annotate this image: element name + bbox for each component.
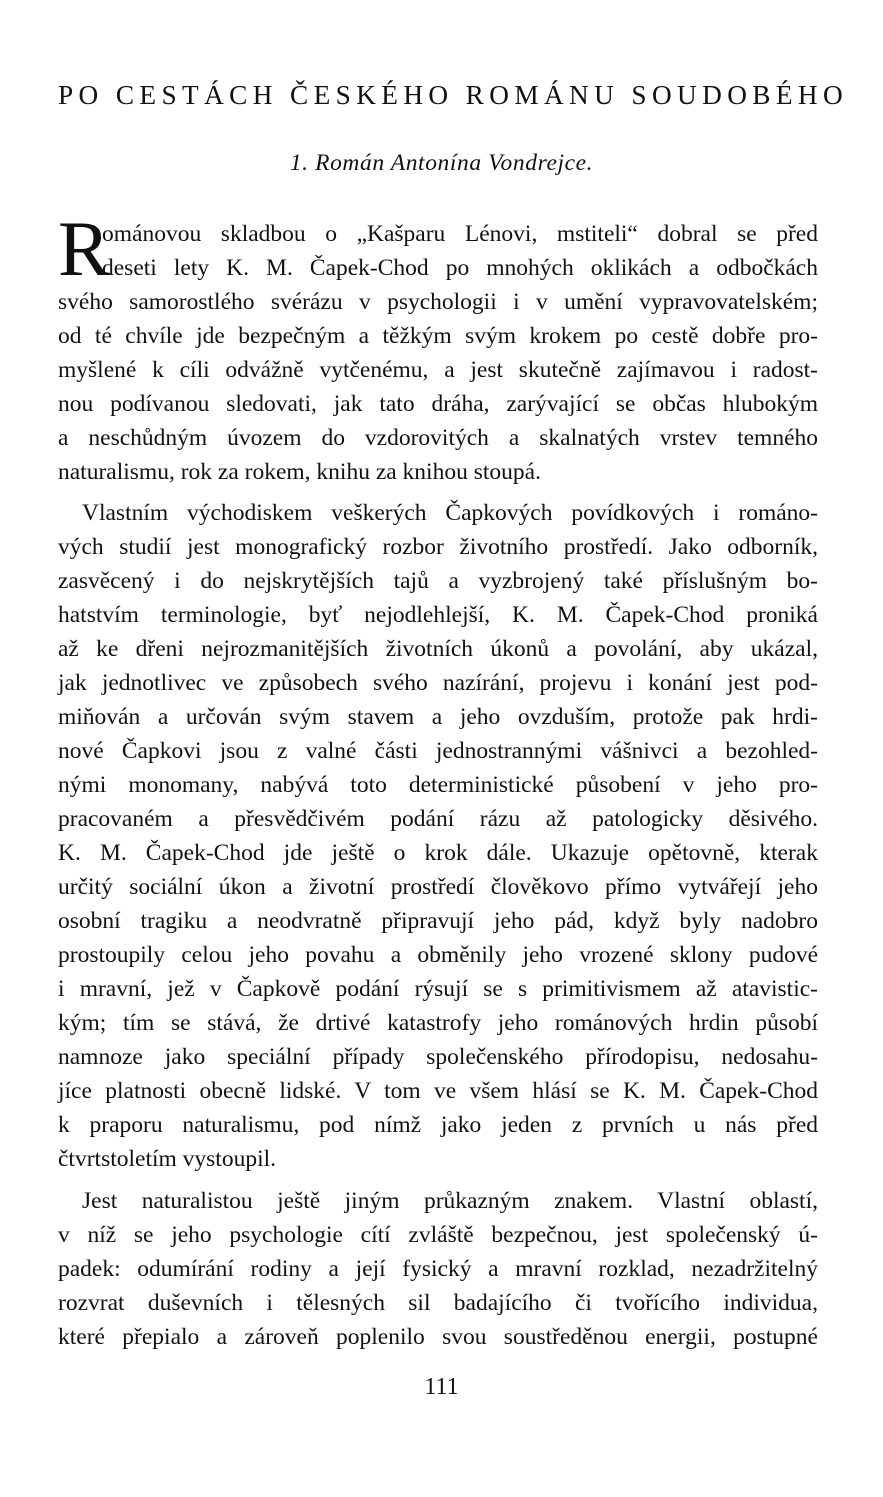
text-line: Jest naturalistou ještě jiným průkazným znakem. Vlastní oblastí,: [82, 1188, 818, 1214]
text-line: miňován a určován svým stavem a jeho ovzduším, protože pak hrdi-: [58, 704, 818, 730]
text-line: k praporu naturalismu, pod nímž jako jeden z prvních u nás před: [58, 1112, 818, 1138]
text-line: až ke dřeni nejrozmanitějších životních úkonů a povolání, aby ukázal,: [58, 636, 818, 662]
text-line: vých studií jest monografický rozbor životního prostředí. Jako odborník,: [58, 534, 818, 560]
text-line: jak jednotlivec ve způsobech svého nazírání, projevu i konání jest pod-: [58, 670, 818, 696]
text-line: jíce platnosti obecně lidské. V tom ve všem hlásí se K. M. Čapek-Chod: [58, 1078, 818, 1104]
text-line: nou podívanou sledovati, jak tato dráha, zarývající se občas hlubokým: [58, 391, 818, 417]
text-line: a neschůdným úvozem do vzdorovitých a skalnatých vrstev temného: [58, 425, 818, 451]
text-line: K. M. Čapek-Chod jde ještě o krok dále. Ukazuje opětovně, kterak: [58, 840, 818, 866]
text-line: od té chvíle jde bezpečným a těžkým svým krokem po cestě dobře pro-: [58, 323, 818, 349]
text-line: deseti lety K. M. Čapek-Chod po mnohých oklikách a odbočkách: [102, 255, 818, 281]
text-line: pracovaném a přesvědčivém podání rázu až patologicky děsivého.: [58, 806, 818, 832]
text-line: osobní tragiku a neodvratně připravují jeho pád, když byly nadobro: [58, 908, 818, 934]
text-line: padek: odumírání rodiny a její fysický a mravní rozklad, nezadržitelný: [58, 1256, 818, 1282]
text-line: hatstvím terminologie, byť nejodlehlejší, K. M. Čapek-Chod proniká: [58, 602, 818, 628]
text-line: myšlené k cíli odvážně vytčenému, a jest skutečně zajímavou i radost-: [58, 357, 818, 383]
text-line: čtvrtstoletím vystoupil.: [58, 1146, 277, 1172]
running-header: PO CESTÁCH ČESKÉHO ROMÁNU SOUDOBÉHO: [58, 80, 849, 110]
text-line: Vlastním východiskem veškerých Čapkových povídkových i románo-: [82, 500, 818, 526]
text-line: nými monomany, nabývá toto deterministické působení v jeho pro-: [58, 772, 818, 798]
text-line: svého samorostlého svérázu v psychologii i v umění vypravovatelském;: [58, 289, 818, 315]
text-line: naturalismu, rok za rokem, knihu za knihou stoupá.: [58, 459, 541, 485]
text-line: namnoze jako speciální případy společenského přírodopisu, nedosahu-: [58, 1044, 818, 1070]
text-line: určitý sociální úkon a životní prostředí člověkovo přímo vytvářejí jeho: [58, 874, 818, 900]
text-line: i mravní, jež v Čapkově podání rýsují se s primitivismem až atavistic-: [58, 976, 818, 1002]
drop-cap: R: [58, 205, 111, 292]
text-line: které přepialo a zároveň poplenilo svou soustředěnou energii, postupné: [58, 1324, 818, 1350]
text-line: zasvěcený i do nejskrytějších tajů a vyzbrojený také příslušným bo-: [58, 568, 818, 594]
text-line: ománovou skladbou o „Kašparu Lénovi, mstiteli“ dobral se před: [102, 221, 818, 247]
text-line: rozvrat duševních i tělesných sil badajícího či tvořícího individua,: [58, 1290, 818, 1316]
text-line: nové Čapkovi jsou z valné části jednostrannými vášnivci a bezohled-: [58, 738, 818, 764]
text-line: kým; tím se stává, že drtivé katastrofy jeho románových hrdin působí: [58, 1010, 818, 1036]
page-number: 111: [424, 1374, 459, 1400]
text-line: prostoupily celou jeho povahu a obměnily jeho vrozené sklony pudové: [58, 942, 818, 968]
text-line: v níž se jeho psychologie cítí zvláště bezpečnou, jest společenský ú-: [58, 1222, 818, 1248]
section-subtitle: 1. Román Antonína Vondrejce.: [289, 150, 594, 176]
